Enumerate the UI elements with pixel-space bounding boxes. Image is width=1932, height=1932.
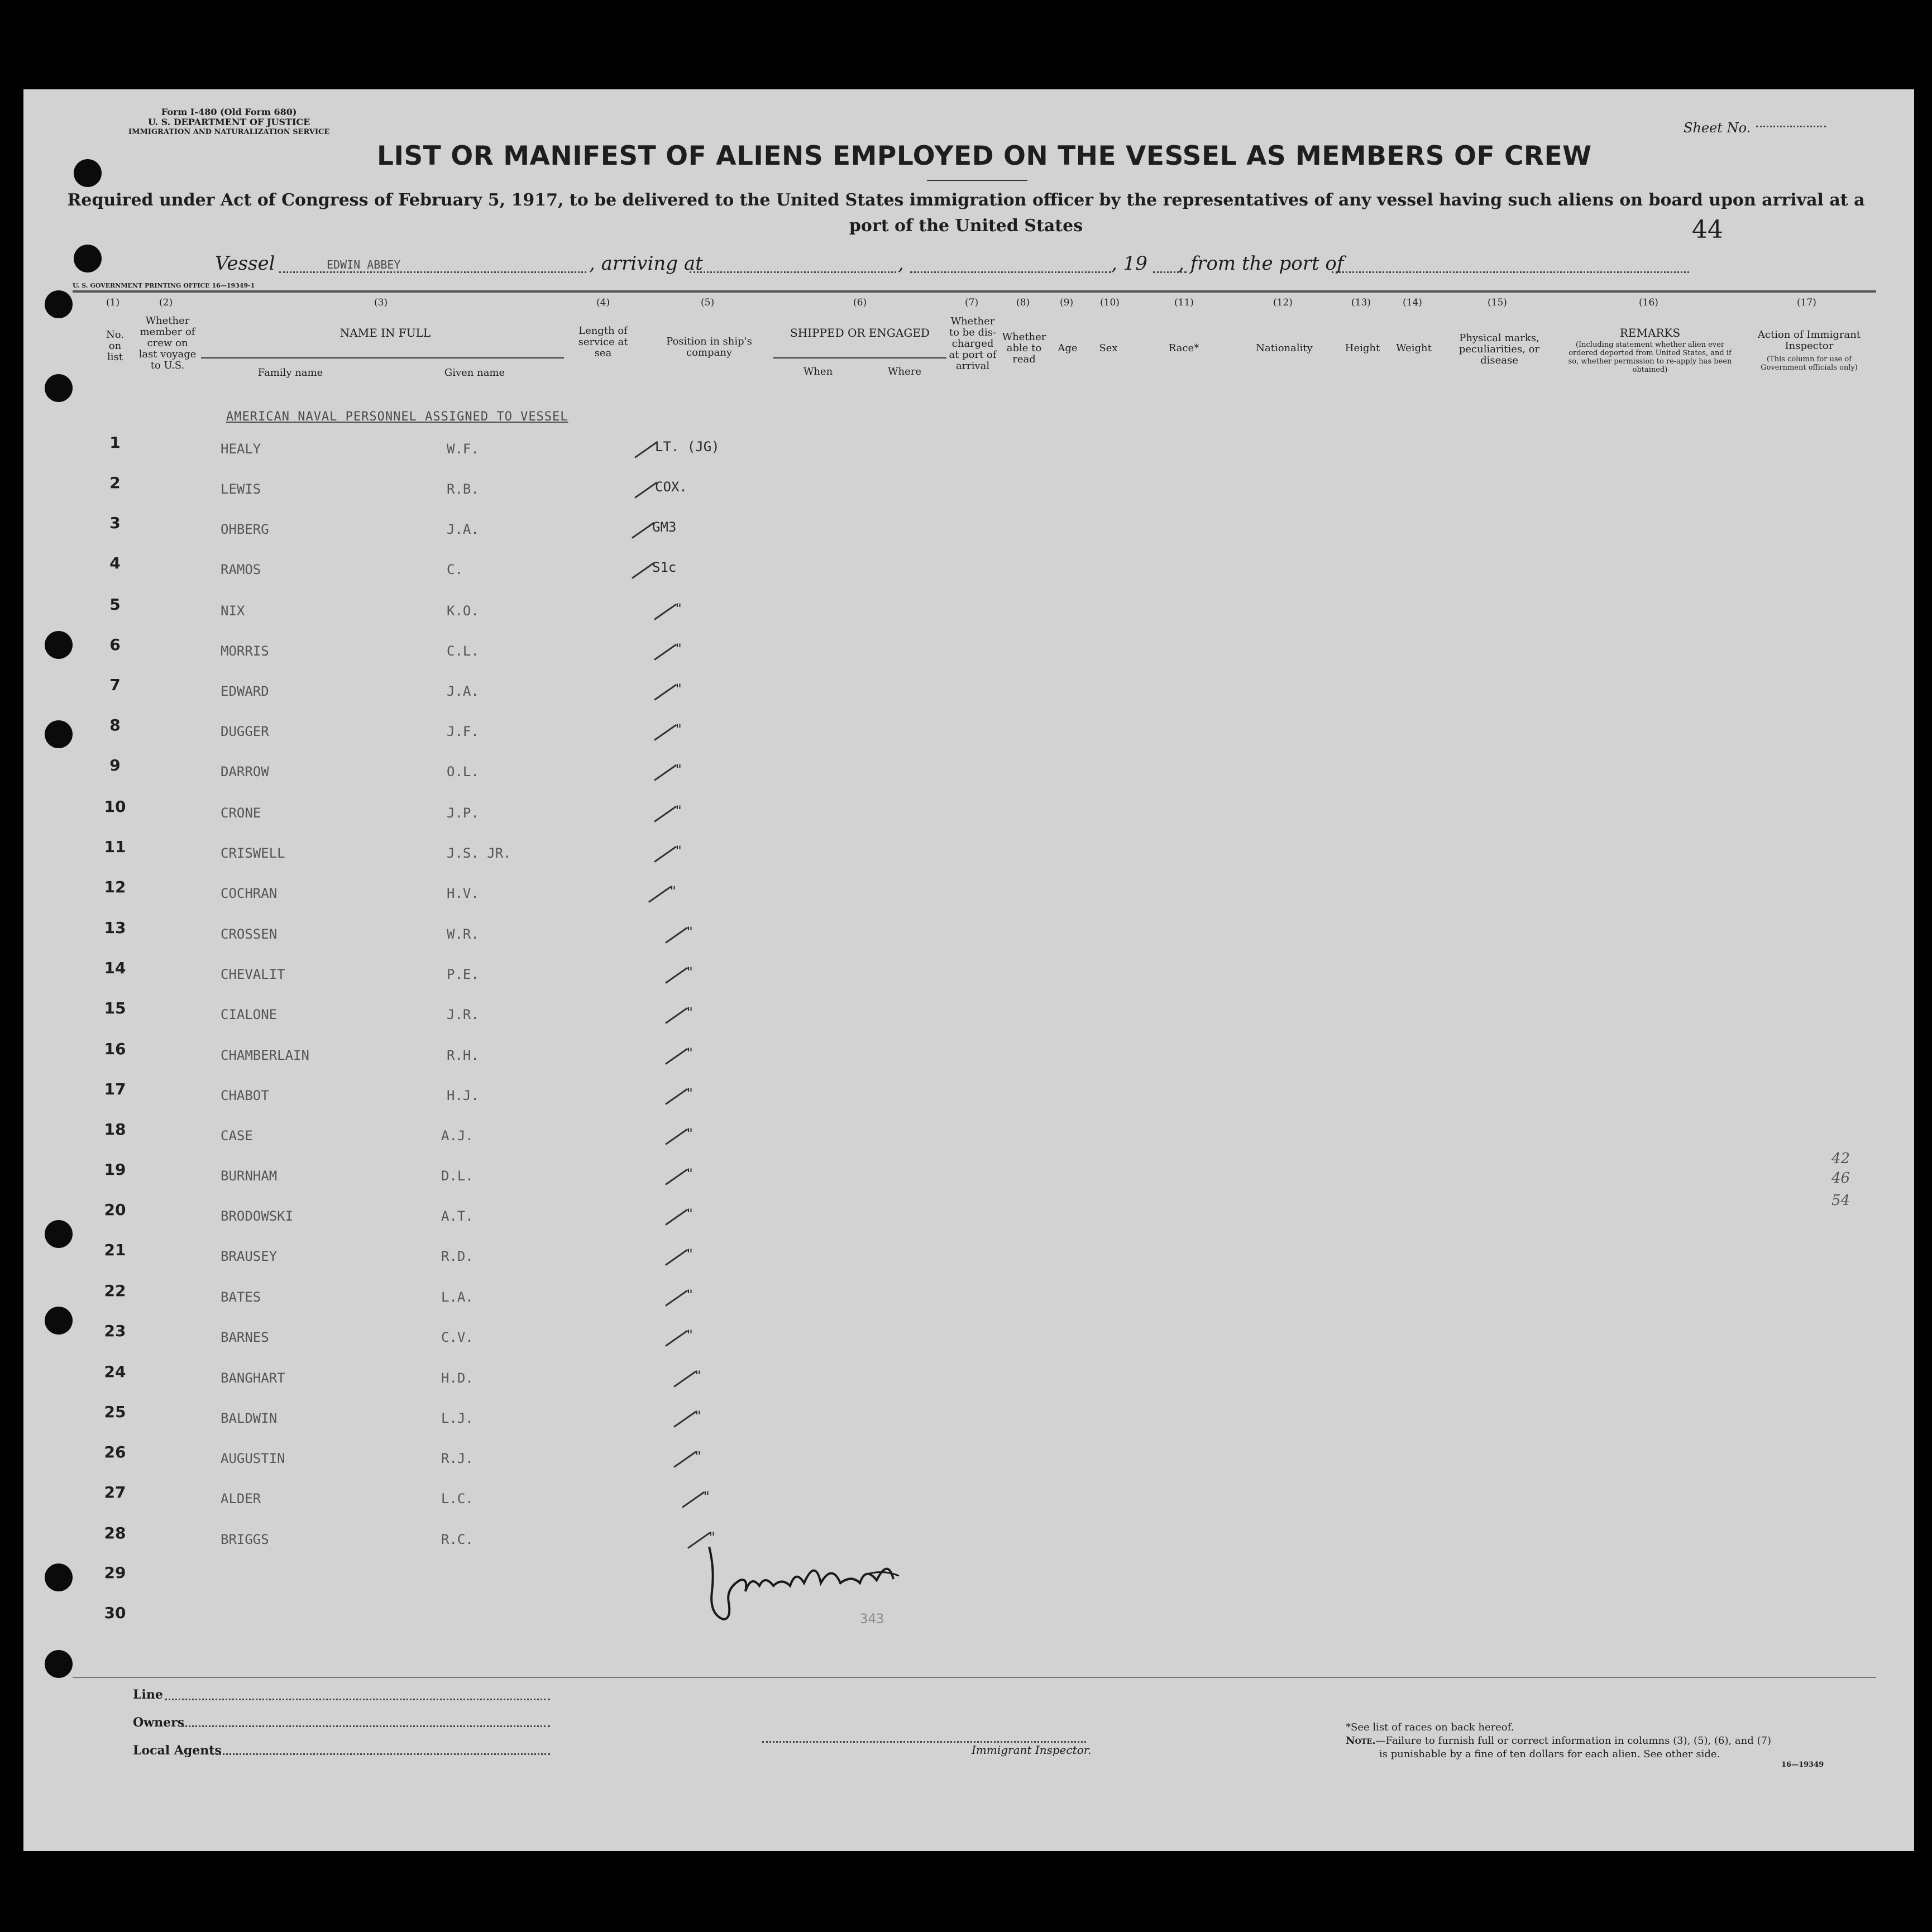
given-name: H.J. (447, 1088, 479, 1103)
punch-hole (74, 245, 102, 272)
family-name: BALDWIN (221, 1410, 278, 1426)
col-head-16: REMARKS (1619, 326, 1681, 339)
row-number: 12 (104, 878, 126, 896)
position: " (686, 1166, 694, 1182)
department: U. S. DEPARTMENT OF JUSTICE (147, 117, 310, 127)
row-number: 8 (109, 716, 121, 734)
family-name: HEALY (221, 441, 261, 457)
subtitle-line-1: Required under Act of Congress of February 5, 1917, to be delivered to the United States immigration officer by the representatives of any vessel having such aliens on board upon arrival at a (67, 190, 1865, 210)
col-head-17: Action of Immigrant Inspector (1757, 329, 1861, 352)
row-number: 3 (109, 514, 121, 532)
vessel-value: EDWIN ABBEY (327, 258, 401, 271)
agents-label: Local Agents (133, 1743, 222, 1758)
family-name: BURNHAM (221, 1168, 278, 1184)
col-head-family: Family name (257, 367, 323, 379)
col-num-7: (7) (965, 297, 979, 308)
family-name: BARNES (221, 1330, 269, 1345)
given-name: A.J. (441, 1128, 474, 1144)
col-num-1: (1) (106, 297, 120, 308)
failure-note (1346, 1734, 1771, 1748)
col-num-11: (11) (1174, 297, 1194, 308)
sheet-number-label (1684, 120, 1751, 136)
family-name: BRAUSEY (221, 1249, 278, 1264)
row-number: 24 (104, 1362, 126, 1381)
name-rule (201, 357, 564, 358)
family-name: MORRIS (221, 643, 269, 659)
col-num-8: (8) (1016, 297, 1030, 308)
given-name: R.C. (441, 1532, 474, 1547)
given-name: H.D. (441, 1370, 474, 1386)
position: " (686, 1206, 694, 1222)
col-num-15: (15) (1488, 297, 1507, 308)
given-name: R.D. (441, 1249, 474, 1264)
given-name: J.R. (447, 1007, 479, 1022)
position: " (694, 1448, 702, 1464)
col-head-where: Where (887, 366, 921, 377)
comma-label: , (898, 252, 904, 275)
family-name: LEWIS (221, 481, 261, 497)
col-head-when: When (803, 366, 833, 377)
col-head-9: Age (1058, 342, 1078, 354)
given-name: L.J. (441, 1410, 474, 1426)
col-head-7: Whether to be dis-charged at port of arrival (949, 315, 997, 372)
line-label: Line (133, 1687, 163, 1702)
col-num-13: (13) (1351, 297, 1371, 308)
position: " (686, 1045, 694, 1061)
col-num-17: (17) (1797, 297, 1816, 308)
form-number: Form I-480 (Old Form 680) (161, 107, 297, 117)
col-head-8: Whether able to read (1002, 331, 1046, 365)
family-name: NIX (221, 603, 245, 619)
family-name: CHABOT (221, 1088, 269, 1103)
family-name: BATES (221, 1289, 261, 1305)
note-label: Note. (1346, 1735, 1376, 1747)
col-head-13: Height (1345, 342, 1380, 354)
position: " (686, 1327, 694, 1343)
position: S1c (652, 559, 677, 575)
family-name: DUGGER (221, 724, 269, 739)
row-number: 16 (104, 1040, 126, 1058)
position: " (686, 1085, 694, 1101)
row-number: 22 (104, 1281, 126, 1300)
inspector-label: Immigrant Inspector. (972, 1743, 1092, 1757)
position: LT. (JG) (655, 439, 720, 455)
punch-hole (45, 631, 73, 659)
col-head-14: Weight (1396, 342, 1432, 354)
row-number: 4 (109, 554, 121, 572)
margin-mark: 54 (1831, 1192, 1850, 1209)
punch-hole (45, 1307, 73, 1335)
family-name: OHBERG (221, 522, 269, 537)
family-name: COCHRAN (221, 886, 278, 901)
row-number: 19 (104, 1160, 126, 1179)
position: " (686, 1246, 694, 1262)
sheet-label: Sheet No. (1684, 120, 1751, 136)
family-name: RAMOS (221, 562, 261, 577)
punch-hole (45, 720, 73, 748)
punch-hole (45, 1563, 73, 1591)
col-head-16-sub: (Including statement whether alien ever ordered deported from United States, and if so, whether permission to re-apply has been obtained) (1568, 341, 1732, 374)
row-number: 25 (104, 1403, 126, 1421)
row-number: 23 (104, 1322, 126, 1340)
position: COX. (655, 479, 687, 495)
col-head-given: Given name (444, 367, 505, 379)
given-name: H.V. (447, 886, 479, 901)
row-number: 15 (104, 999, 126, 1017)
family-name: CIALONE (221, 1007, 278, 1022)
family-name: ALDER (221, 1491, 261, 1507)
col-head-4: Length of service at sea (578, 325, 628, 359)
shipped-rule (773, 357, 946, 358)
col-num-6: (6) (853, 297, 867, 308)
margin-mark: 42 (1831, 1150, 1850, 1167)
arriving-blank (690, 271, 896, 273)
page-number: 44 (1692, 216, 1723, 244)
position: " (708, 1529, 716, 1545)
given-name: C. (447, 562, 463, 577)
row-number: 9 (109, 756, 121, 774)
family-name: CASE (221, 1128, 253, 1144)
position: " (686, 964, 694, 980)
given-name: W.F. (447, 441, 479, 457)
row-number: 13 (104, 919, 126, 937)
position: " (686, 1126, 694, 1141)
given-name: C.V. (441, 1330, 474, 1345)
sheet-number-blank (1756, 126, 1826, 127)
position: " (702, 1489, 711, 1504)
row-number: 5 (109, 595, 121, 614)
family-name: EDWARD (221, 683, 269, 699)
family-name: BRODOWSKI (221, 1208, 294, 1224)
col-num-10: (10) (1100, 297, 1120, 308)
position: " (694, 1368, 702, 1384)
footer-rule (73, 1677, 1876, 1678)
row-number: 18 (104, 1120, 126, 1139)
row-number: 17 (104, 1080, 126, 1098)
row-number: 20 (104, 1201, 126, 1219)
row-number: 26 (104, 1443, 126, 1461)
position: " (675, 641, 683, 657)
arriving-label: , arriving at (589, 252, 703, 275)
col-num-14: (14) (1403, 297, 1422, 308)
form-meta (128, 107, 329, 137)
family-name: AUGUSTIN (221, 1451, 285, 1466)
position: " (686, 924, 694, 940)
given-name: R.H. (447, 1048, 479, 1063)
row-number: 21 (104, 1241, 126, 1259)
note-text-1: —Failure to furnish full or correct information in columns (3), (5), (6), and (7) (1375, 1735, 1771, 1747)
position: " (694, 1408, 702, 1424)
owners-blank (181, 1725, 550, 1727)
position: " (675, 843, 683, 859)
family-name: DARROW (221, 764, 269, 780)
position: " (675, 762, 683, 777)
given-name: D.L. (441, 1168, 474, 1184)
vessel-label: Vessel (215, 252, 275, 275)
printing-office: U. S. GOVERNMENT PRINTING OFFICE 16—19349-1 (73, 282, 255, 289)
given-name: O.L. (447, 764, 479, 780)
family-name: CRONE (221, 805, 261, 821)
punch-hole (74, 159, 102, 187)
row-number: 11 (104, 838, 126, 856)
family-name: BANGHART (221, 1370, 285, 1386)
col-num-12: (12) (1273, 297, 1293, 308)
service: IMMIGRATION AND NATURALIZATION SERVICE (128, 128, 330, 136)
col-head-15: Physical marks, peculiarities, or disease (1458, 332, 1540, 366)
form-code: 16—19349 (1781, 1761, 1824, 1769)
given-name: R.B. (447, 481, 479, 497)
col-head-12: Nationality (1256, 342, 1313, 354)
owners-label: Owners (133, 1715, 185, 1730)
col-head-17-sub: (This column for use of Government officials only) (1761, 355, 1858, 372)
position: " (675, 803, 683, 819)
line-blank (165, 1699, 550, 1700)
given-name: J.P. (447, 805, 479, 821)
year-label: , 19 (1111, 252, 1147, 275)
col-num-9: (9) (1060, 297, 1074, 308)
col-head-11: Race* (1168, 342, 1199, 354)
row-number: 10 (104, 797, 126, 816)
family-name: CROSSEN (221, 926, 278, 942)
given-name: W.R. (447, 926, 479, 942)
family-name: BRIGGS (221, 1532, 269, 1547)
col-num-5: (5) (701, 297, 715, 308)
given-name: J.A. (447, 683, 479, 699)
family-name: CHEVALIT (221, 967, 285, 982)
given-name: L.A. (441, 1289, 474, 1305)
inspector-blank (762, 1741, 1086, 1743)
position: " (675, 721, 683, 737)
subtitle-line-2: port of the United States (849, 216, 1083, 236)
family-name: CRISWELL (221, 845, 285, 861)
margin-mark: 46 (1831, 1170, 1850, 1187)
given-name: C.L. (447, 643, 479, 659)
port-label: , from the port of (1178, 252, 1344, 275)
header-rule (73, 290, 1876, 293)
failure-note-2: is punishable by a fine of ten dollars for each alien. See other side. (1379, 1748, 1720, 1760)
subtitle (61, 188, 1871, 239)
position: " (669, 883, 677, 899)
stamp-number: 343 (860, 1611, 884, 1627)
given-name: J.A. (447, 522, 479, 537)
section-heading: AMERICAN NAVAL PERSONNEL ASSIGNED TO VESSEL (226, 410, 568, 424)
col-num-3: (3) (374, 297, 388, 308)
position: " (675, 681, 683, 697)
signature-image (698, 1536, 944, 1630)
position: GM3 (652, 519, 677, 535)
row-number: 6 (109, 635, 121, 654)
punch-hole (45, 374, 73, 402)
col-num-2: (2) (159, 297, 173, 308)
position: " (686, 1287, 694, 1303)
col-num-16: (16) (1639, 297, 1658, 308)
col-head-10: Sex (1099, 342, 1118, 354)
row-number: 1 (109, 433, 121, 452)
given-name: L.C. (441, 1491, 474, 1507)
punch-hole (45, 1650, 73, 1678)
given-name: J.S. JR. (447, 845, 511, 861)
date-blank (910, 271, 1111, 273)
page-title: LIST OR MANIFEST OF ALIENS EMPLOYED ON THE VESSEL AS MEMBERS OF CREW (377, 141, 1592, 171)
col-head-2: Whether member of crew on last voyage to U.S. (138, 315, 197, 371)
row-number: 2 (109, 474, 121, 492)
agents-blank (212, 1753, 550, 1755)
given-name: R.J. (441, 1451, 474, 1466)
col-head-6: SHIPPED OR ENGAGED (790, 326, 930, 339)
given-name: A.T. (441, 1208, 474, 1224)
given-name: P.E. (447, 967, 479, 982)
punch-hole (45, 1220, 73, 1248)
row-number: 7 (109, 676, 121, 694)
position: " (686, 1005, 694, 1020)
col-head-3: NAME IN FULL (339, 326, 431, 339)
row-number: 29 (104, 1563, 126, 1582)
given-name: K.O. (447, 603, 479, 619)
row-number: 27 (104, 1483, 126, 1501)
position: " (675, 601, 683, 616)
vessel-blank (279, 271, 586, 273)
given-name: J.F. (447, 724, 479, 739)
family-name: CHAMBERLAIN (221, 1048, 309, 1063)
col-num-4: (4) (596, 297, 610, 308)
col-head-5: Position in ship's company (666, 336, 752, 358)
row-number: 28 (104, 1524, 126, 1542)
col-head-1: No. on list (106, 329, 124, 363)
row-number: 14 (104, 959, 126, 977)
title-rule (927, 180, 1027, 181)
row-number: 30 (104, 1604, 126, 1622)
races-note: *See list of races on back hereof. (1346, 1721, 1514, 1733)
punch-hole (45, 290, 73, 318)
port-blank (1332, 271, 1689, 273)
